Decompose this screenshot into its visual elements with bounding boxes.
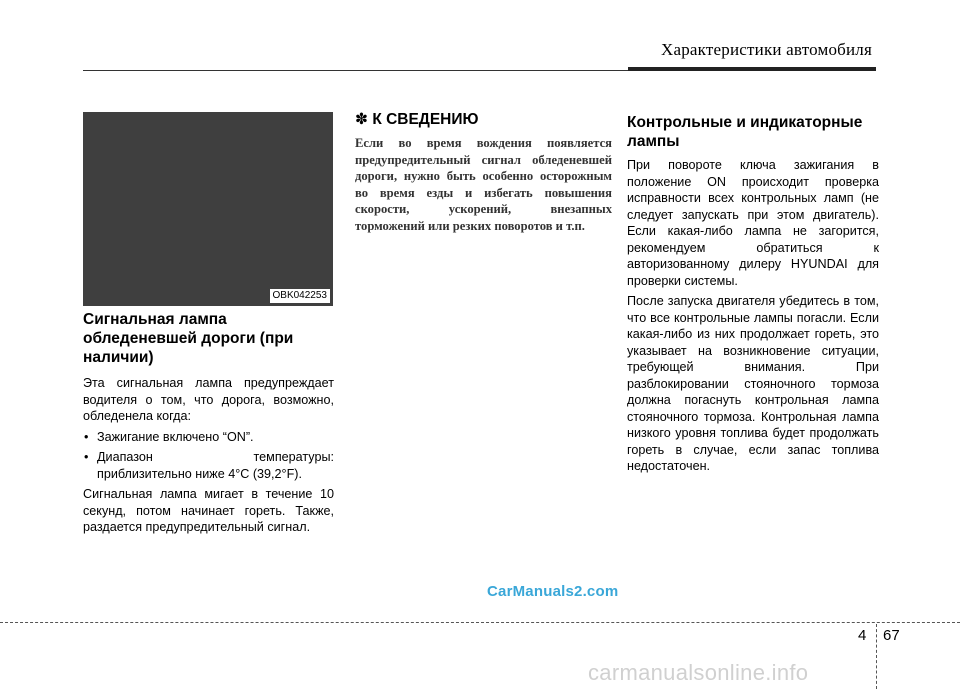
- footer-rule: [0, 622, 960, 623]
- bullet-icon: •: [84, 450, 89, 464]
- condition-temperature: приблизительно ниже 4°C (39,2°F).: [97, 466, 302, 481]
- warning-lamps-para1: При повороте ключа зажигания в положение ON происходит проверка исправности всех контрольных ламп (не следует запускать при этом двигатель). Если какая-либо лампа не загорится, рекомендуем обратиться к авторизованному дилеру HYUNDAI для проверки системы.: [627, 158, 879, 288]
- dashboard-photo: [83, 112, 333, 306]
- warning-lamps-section: [627, 113, 879, 475]
- icy-road-heading: Сигнальная лампа обледеневшей дороги (при наличии): [83, 311, 294, 366]
- warning-lamps-para2: После запуска двигателя убедитесь в том, что все контрольные лампы погасли. Если какая-либо из них продолжает гореть, это указывает на возникновение ситуации, требующей внимания. При разблокировании стояночного тормоза должна погаснуть контрольная лампа стояночного тормоза. Контрольная лампа низкого уровня топлива будет продолжать гореть в случае, если запас топлива недостаточен.: [627, 294, 879, 473]
- condition-ignition: Зажигание включено “ON”.: [97, 429, 254, 444]
- condition-range-word: Диапазон: [97, 450, 153, 464]
- bullet-icon: •: [84, 429, 89, 444]
- note-asterisk-icon: ✽: [355, 111, 368, 128]
- header-rule-accent: [628, 67, 876, 71]
- section-number: 4: [858, 627, 867, 644]
- icy-road-intro: Эта сигнальная лампа предупреждает водителя о том, что дорога, возможно, обледенела когда:: [83, 376, 334, 423]
- photo-code-label: OBK042253: [270, 289, 331, 303]
- site-watermark: carmanualsonline.info: [588, 660, 809, 685]
- warning-lamps-heading: Контрольные и индикаторные лампы: [627, 114, 863, 150]
- condition-bullet: [83, 429, 334, 446]
- note-text: Если во время вождения появляется предупредительный сигнал обледеневшей дороги, нужно быть особенно осторожным во время езды и избегать повышения скорости, ускорений, внезапных торможений или резких поворотов и т.п.: [355, 136, 612, 233]
- icy-road-section: [83, 310, 334, 536]
- condition-temp-word: температуры:: [253, 450, 334, 464]
- page-number-divider: [876, 624, 877, 689]
- note-title: К СВЕДЕНИЮ: [372, 111, 479, 128]
- watermark-link[interactable]: CarManuals2.com: [487, 583, 619, 600]
- condition-bullet: [83, 449, 334, 482]
- note-heading: [355, 110, 612, 129]
- running-header-title: Характеристики автомобиля: [661, 40, 872, 59]
- page-number: 67: [883, 627, 900, 644]
- icy-road-body: Сигнальная лампа мигает в течение 10 секунд, потом начинает гореть. Также, раздается предупредительный сигнал.: [83, 487, 334, 534]
- note-section: [355, 110, 612, 234]
